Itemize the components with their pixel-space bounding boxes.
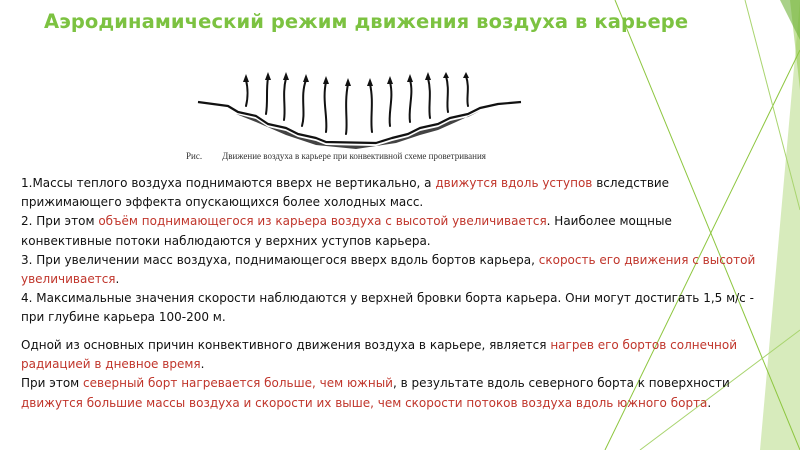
paragraph-1 [21,336,766,374]
point-2 [21,212,766,250]
paragraph-text: , в результате вдоль северного борта к поверхности [392,376,730,391]
point-4 [21,289,766,327]
point-text: При увеличении масс воздуха, поднимающегося вверх вдоль бортов карьера, [36,252,539,267]
arrow-heads [243,72,469,86]
point-highlight: объём поднимающегося из карьера воздуха с высотой увеличивается [98,214,547,229]
paragraph-text: При этом [21,376,84,391]
paragraph-text: . [200,357,205,372]
deco-triangle-right [760,0,800,450]
point-number: 3. [21,252,37,267]
paragraph-text: . [707,395,712,410]
paragraph-2 [21,374,766,412]
point-highlight: движутся вдоль уступов [435,176,593,190]
point-highlight: скорость его движения с высотой увеличивается [21,252,756,287]
points-block [21,174,766,328]
point-number: 4. [21,291,37,306]
paragraph-highlight: нагрев его бортов солнечной радиацией в дневное время [21,338,738,372]
figure-caption-text: Движение воздуха в карьере при конвективной схеме проветривания [222,151,486,161]
figure-caption [186,151,486,161]
slide-title: Аэродинамический режим движения воздуха в карьере [44,10,689,33]
point-3 [21,251,766,289]
figure-caption-prefix: Рис. [186,151,203,161]
deco-triangle-corner [780,0,800,40]
point-text: Максимальные значения скорости наблюдаются у верхней бровки борта карьера. Они могут достигать 1,5 м/с - при глубине карьера 100-200 м. [21,291,754,325]
quarry-profile [198,102,521,143]
paragraph-text: Одной из основных причин конвективного движения воздуха в карьере, является [21,338,551,352]
point-text: вследствие прижимающего эффекта опускающихся более холодных масс. [21,176,670,210]
point-text: Массы теплого воздуха поднимаются вверх не вертикально, а [32,176,436,190]
point-text: При этом [36,214,99,229]
paragraph-highlight: северный борт нагревается больше, чем южный [83,376,393,391]
paragraph-highlight: движутся большие массы воздуха и скорости их выше, чем скорости потоков воздуха вдоль южного борта [21,395,708,410]
point-number: 2. [21,214,37,229]
point-text: . Наиболее мощные конвективные потоки наблюдаются у верхних уступов карьера. [21,214,672,248]
point-text: . [115,272,120,287]
explanation-block [21,336,766,413]
point-1 [21,174,766,212]
point-number: 1. [21,176,33,190]
